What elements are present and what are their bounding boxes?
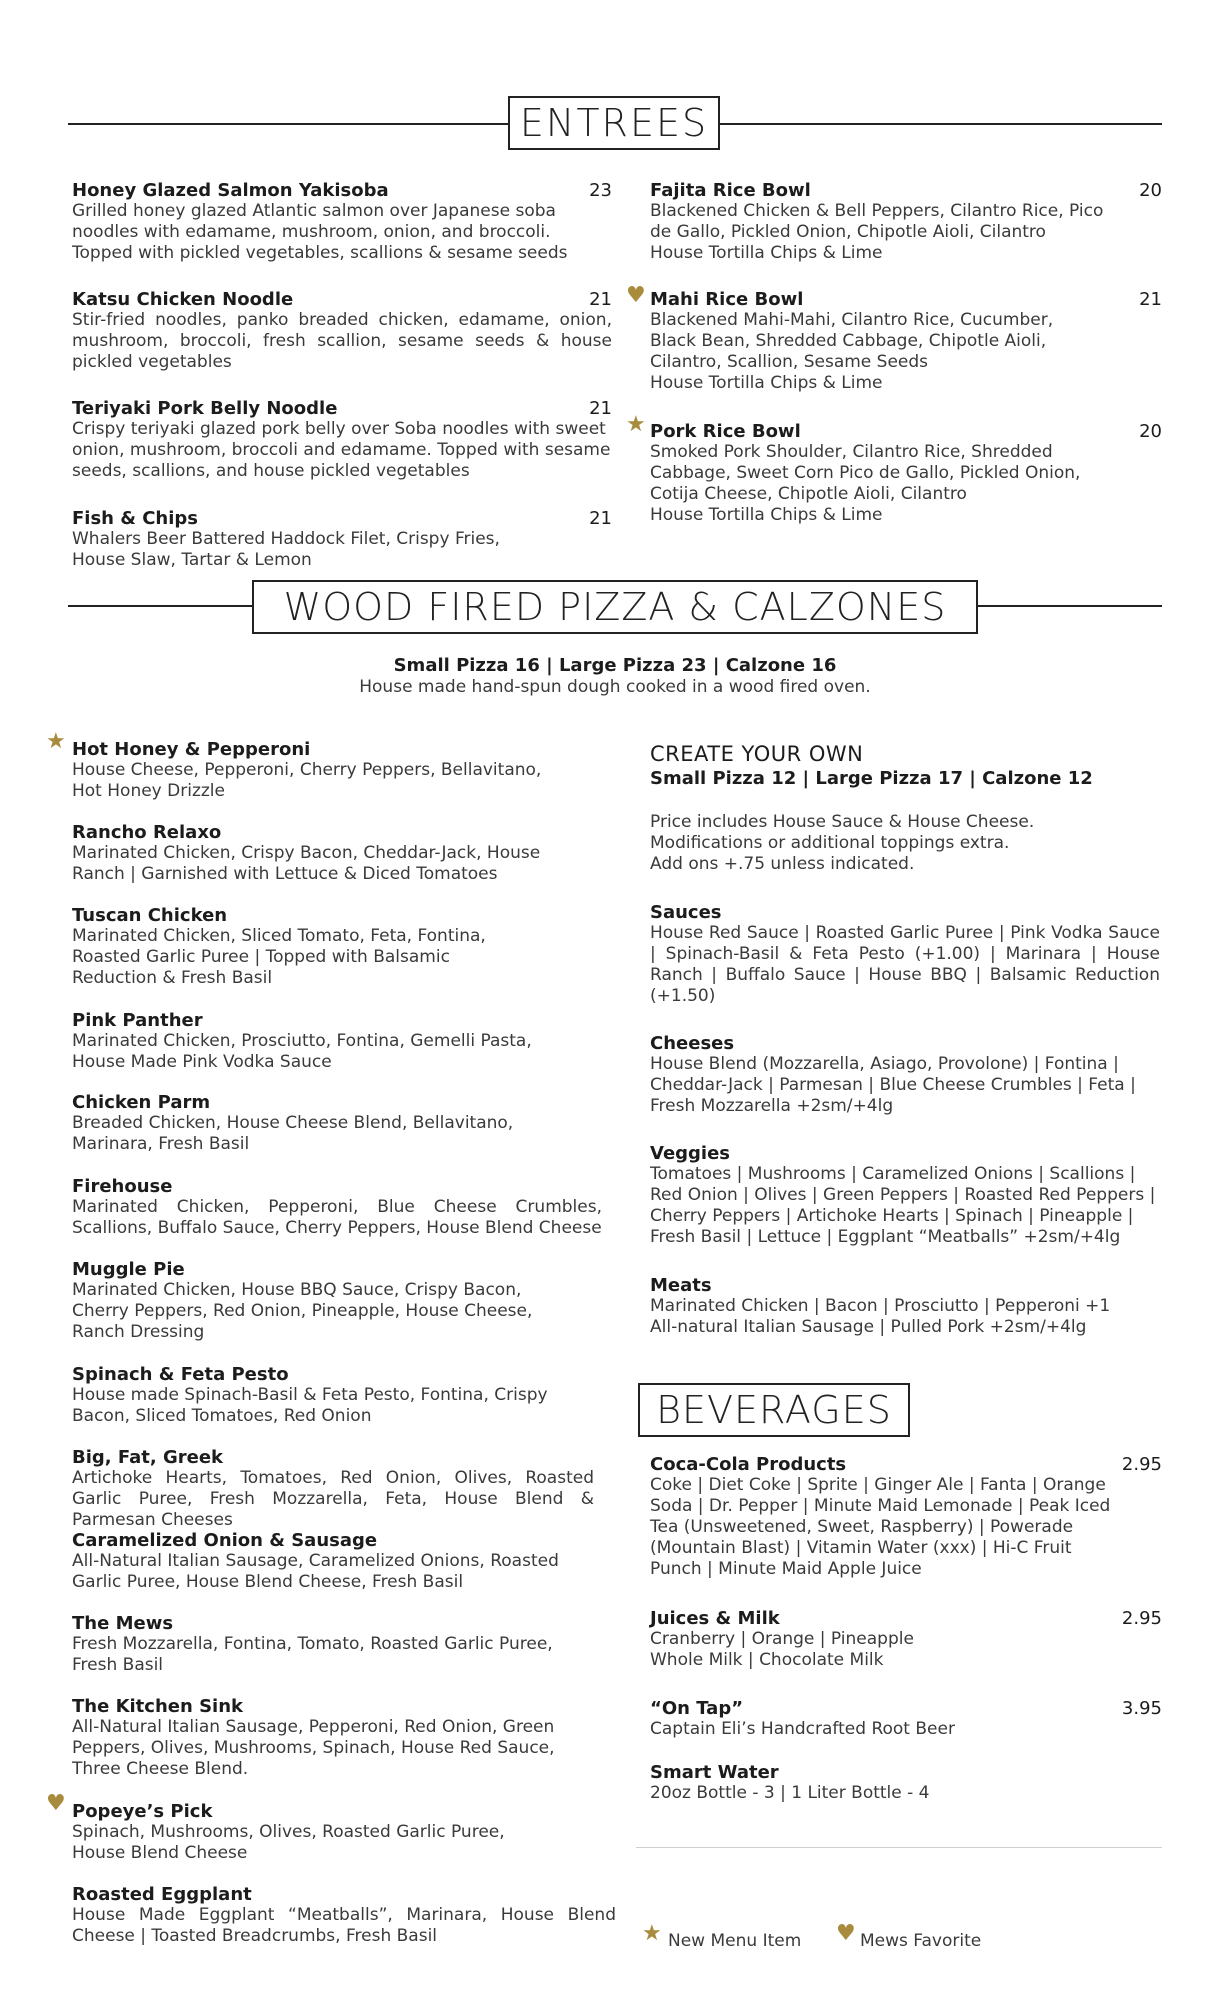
pizza-item: Chicken Parm Breaded Chicken, House Cheese Blend, Bellavitano, Marinara, Fresh Basil [72,1092,514,1154]
entree-item: Honey Glazed Salmon Yakisoba 23 Grilled honey glazed Atlantic salmon over Japanese soba noodles with edamame, mushroom, onion, and broccoli. Topped with pickled vegetables, scallions & sesame seeds [72,180,612,263]
beverage-item: “On Tap” 3.95 Captain Eli’s Handcrafted Root Beer [650,1698,1162,1739]
entree-item: Pork Rice Bowl 20 Smoked Pork Shoulder, Cilantro Rice, Shredded Cabbage, Sweet Corn Pico de Gallo, Pickled Onion, Cotija Cheese, Chipotle Aioli, Cilantro House Tortilla Chips & Lime [650,421,1162,525]
beverage-item: Juices & Milk 2.95 Cranberry | Orange | Pineapple Whole Milk | Chocolate Milk [650,1608,1162,1670]
pizza-item: Popeye’s Pick Spinach, Mushrooms, Olives, Roasted Garlic Puree, House Blend Cheese [72,1801,505,1863]
beverages-title: BEVERAGES [638,1383,910,1437]
pizza-item: Muggle Pie Marinated Chicken, House BBQ Sauce, Crispy Bacon, Cherry Peppers, Red Onion, Pineapple, House Cheese, Ranch Dressing [72,1259,533,1342]
star-icon: ★ [626,412,646,437]
pizza-item: The Kitchen Sink All-Natural Italian Sausage, Pepperoni, Red Onion, Green Peppers, Olives, Mushrooms, Spinach, House Red Sauce, Three Cheese Blend. [72,1696,555,1779]
entrees-title: ENTREES [508,96,720,150]
pizza-prices: Small Pizza 16 | Large Pizza 23 | Calzone 16 [393,655,837,676]
legend-divider [636,1847,1162,1848]
cyo-group-meats: Meats Marinated Chicken | Bacon | Prosciutto | Pepperoni +1 All-natural Italian Sausage | Pulled Pork +2sm/+4lg [650,1275,1111,1337]
pizza-item: Big, Fat, Greek Artichoke Hearts, Tomatoes, Red Onion, Olives, Roasted Garlic Puree, Fresh Mozzarella, Feta, House Blend & Parmesan Cheeses [72,1447,594,1530]
cyo-group-cheeses: Cheeses House Blend (Mozzarella, Asiago, Provolone) | Fontina | Cheddar-Jack | Parmesan | Blue Cheese Crumbles | Feta | Fresh Mozzarella +2sm/+4lg [650,1033,1136,1116]
pizza-item: Tuscan Chicken Marinated Chicken, Sliced Tomato, Feta, Fontina, Roasted Garlic Puree | Topped with Balsamic Reduction & Fresh Basil [72,905,486,988]
entree-item: Fajita Rice Bowl 20 Blackened Chicken & Bell Peppers, Cilantro Rice, Pico de Gallo, Pickled Onion, Chipotle Aioli, Cilantro House Tortilla Chips & Lime [650,180,1162,263]
pizza-item: Spinach & Feta Pesto House made Spinach-Basil & Feta Pesto, Fontina, Crispy Bacon, Sliced Tomatoes, Red Onion [72,1364,548,1426]
pizza-item: Firehouse Marinated Chicken, Pepperoni, Blue Cheese Crumbles, Scallions, Buffalo Sauce, Cherry Peppers, House Blend Cheese [72,1176,602,1238]
pizza-item: Hot Honey & Pepperoni House Cheese, Pepperoni, Cherry Peppers, Bellavitano, Hot Honey Drizzle [72,739,542,801]
star-icon: ★ [642,1921,662,1946]
pizza-subtitle: House made hand-spun dough cooked in a wood fired oven. [359,677,871,697]
beverage-item: Smart Water 20oz Bottle - 3 | 1 Liter Bottle - 4 [650,1762,930,1803]
cyo-prices: Small Pizza 12 | Large Pizza 17 | Calzone 12 [650,768,1093,789]
beverage-item: Coca-Cola Products 2.95 Coke | Diet Coke | Sprite | Ginger Ale | Fanta | Orange Soda | Dr. Pepper | Minute Maid Lemonade | Peak Iced Tea (Unsweetened, Sweet, Raspberry) | Powerade (Mountain Blast) | Vitamin Water (xxx) | Hi-C Fruit Punch | Minute Maid Apple Juice [650,1454,1162,1579]
heart-icon: ♥ [836,1921,856,1946]
cyo-note: Price includes House Sauce & House Cheese. [650,812,1035,832]
star-icon: ★ [46,729,66,754]
entree-item: Mahi Rice Bowl 21 Blackened Mahi-Mahi, Cilantro Rice, Cucumber, Black Bean, Shredded Cabbage, Chipotle Aioli, Cilantro, Scallion, Sesame Seeds House Tortilla Chips & Lime [650,289,1162,393]
cyo-note: Modifications or additional toppings extra. [650,833,1010,853]
cyo-group-sauces: Sauces House Red Sauce | Roasted Garlic Puree | Pink Vodka Sauce | Spinach-Basil & Feta Pesto (+1.00) | Marinara | House Ranch | Buffalo Sauce | House BBQ | Balsamic Reduction (+1.50) [650,902,1160,1006]
legend-new: New Menu Item [668,1931,802,1951]
entree-item: Teriyaki Pork Belly Noodle 21 Crispy teriyaki glazed pork belly over Soba noodles with sweet onion, mushroom, broccoli and edamame. Topped with sesame seeds, scallions, and house pickled vegetables [72,398,612,481]
pizza-item: Pink Panther Marinated Chicken, Prosciutto, Fontina, Gemelli Pasta, House Made Pink Vodka Sauce [72,1010,532,1072]
pizza-title: WOOD FIRED PIZZA & CALZONES [252,580,978,634]
entree-item: Fish & Chips 21 Whalers Beer Battered Haddock Filet, Crispy Fries, House Slaw, Tartar & Lemon [72,508,612,570]
pizza-item: Rancho Relaxo Marinated Chicken, Crispy Bacon, Cheddar-Jack, House Ranch | Garnished with Lettuce & Diced Tomatoes [72,822,541,884]
pizza-item: The Mews Fresh Mozzarella, Fontina, Tomato, Roasted Garlic Puree, Fresh Basil [72,1613,553,1675]
entree-item: Katsu Chicken Noodle 21 Stir-fried noodles, panko breaded chicken, edamame, onion, mushroom, broccoli, fresh scallion, sesame seeds & house pickled vegetables [72,289,612,372]
cyo-title: CREATE YOUR OWN [650,742,864,766]
heart-icon: ♥ [626,283,646,308]
heart-icon: ♥ [46,1791,66,1816]
pizza-item: Roasted Eggplant House Made Eggplant “Meatballs”, Marinara, House Blend Cheese | Toasted Breadcrumbs, Fresh Basil [72,1884,616,1946]
cyo-group-veggies: Veggies Tomatoes | Mushrooms | Caramelized Onions | Scallions | Red Onion | Olives | Green Peppers | Roasted Red Peppers | Cherry Peppers | Artichoke Hearts | Spinach | Pineapple | Fresh Basil | Lettuce | Eggplant “Meatballs” +2sm/+4lg [650,1143,1156,1247]
pizza-item: Caramelized Onion & Sausage All-Natural Italian Sausage, Caramelized Onions, Roasted Garlic Puree, House Blend Cheese, Fresh Basil [72,1530,559,1592]
cyo-note: Add ons +.75 unless indicated. [650,854,915,874]
legend-favorite: Mews Favorite [860,1931,982,1951]
